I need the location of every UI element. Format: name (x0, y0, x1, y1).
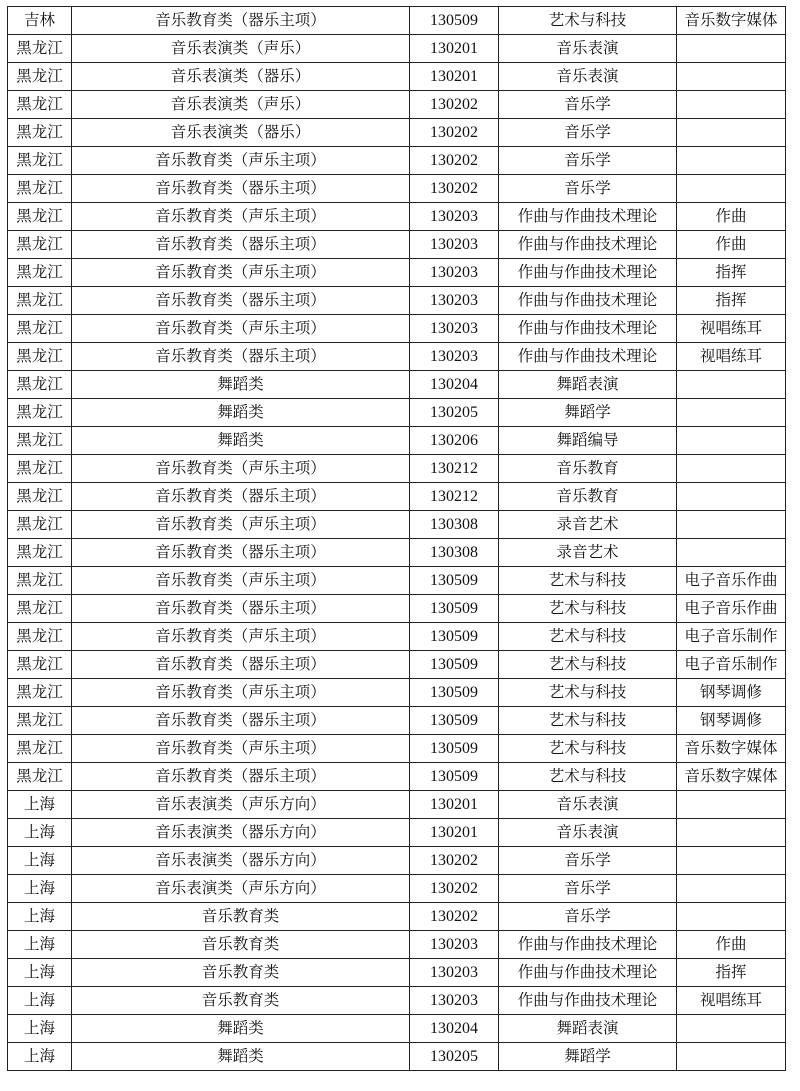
direction-cell (677, 1015, 786, 1043)
table-row (8, 539, 786, 567)
major-name-cell: 艺术与科技 (499, 735, 677, 763)
table-row (8, 371, 786, 399)
major-name-cell: 音乐学 (499, 119, 677, 147)
exam-category-cell: 舞蹈类 (72, 1043, 410, 1071)
exam-category-cell: 音乐教育类（器乐主项） (72, 7, 410, 35)
major-name-cell: 艺术与科技 (499, 707, 677, 735)
major-name-cell: 艺术与科技 (499, 567, 677, 595)
exam-category-cell: 音乐表演类（器乐） (72, 119, 410, 147)
province-cell: 黑龙江 (8, 679, 72, 707)
major-name-cell: 音乐学 (499, 91, 677, 119)
major-code-cell: 130203 (410, 959, 499, 987)
direction-cell (677, 483, 786, 511)
table-row (8, 63, 786, 91)
major-name-cell: 录音艺术 (499, 511, 677, 539)
direction-cell (677, 35, 786, 63)
direction-cell: 音乐数字媒体 (677, 7, 786, 35)
major-code-cell: 130204 (410, 1015, 499, 1043)
exam-category-cell: 音乐教育类（声乐主项） (72, 455, 410, 483)
major-code-cell: 130203 (410, 315, 499, 343)
exam-category-cell: 音乐教育类（声乐主项） (72, 259, 410, 287)
province-cell: 上海 (8, 987, 72, 1015)
direction-cell (677, 147, 786, 175)
direction-cell (677, 63, 786, 91)
major-name-cell: 作曲与作曲技术理论 (499, 287, 677, 315)
exam-category-cell: 音乐表演类（声乐） (72, 35, 410, 63)
province-cell: 黑龙江 (8, 147, 72, 175)
province-cell: 上海 (8, 903, 72, 931)
direction-cell: 作曲 (677, 931, 786, 959)
table-row (8, 259, 786, 287)
exam-category-cell: 舞蹈类 (72, 371, 410, 399)
exam-category-cell: 音乐教育类（声乐主项） (72, 623, 410, 651)
major-name-cell: 艺术与科技 (499, 595, 677, 623)
province-cell: 黑龙江 (8, 623, 72, 651)
table-row (8, 35, 786, 63)
exam-category-cell: 音乐表演类（声乐方向） (72, 875, 410, 903)
province-cell: 上海 (8, 791, 72, 819)
major-code-cell: 130509 (410, 735, 499, 763)
major-name-cell: 音乐表演 (499, 35, 677, 63)
major-name-cell: 艺术与科技 (499, 651, 677, 679)
table-row (8, 875, 786, 903)
direction-cell: 电子音乐作曲 (677, 595, 786, 623)
major-name-cell: 作曲与作曲技术理论 (499, 931, 677, 959)
table-row (8, 959, 786, 987)
exam-category-cell: 音乐教育类 (72, 931, 410, 959)
direction-cell (677, 399, 786, 427)
province-cell: 黑龙江 (8, 399, 72, 427)
table-row (8, 763, 786, 791)
province-cell: 黑龙江 (8, 63, 72, 91)
direction-cell (677, 371, 786, 399)
major-code-cell: 130201 (410, 63, 499, 91)
major-name-cell: 舞蹈表演 (499, 371, 677, 399)
province-cell: 上海 (8, 1043, 72, 1071)
province-cell: 黑龙江 (8, 203, 72, 231)
major-code-cell: 130509 (410, 763, 499, 791)
province-cell: 黑龙江 (8, 763, 72, 791)
direction-cell: 电子音乐制作 (677, 651, 786, 679)
major-name-cell: 音乐学 (499, 903, 677, 931)
province-cell: 黑龙江 (8, 455, 72, 483)
table-row (8, 931, 786, 959)
major-name-cell: 作曲与作曲技术理论 (499, 259, 677, 287)
major-code-cell: 130205 (410, 399, 499, 427)
exam-category-cell: 音乐教育类（器乐主项） (72, 231, 410, 259)
major-name-cell: 舞蹈表演 (499, 1015, 677, 1043)
major-code-cell: 130205 (410, 1043, 499, 1071)
major-name-cell: 音乐表演 (499, 819, 677, 847)
major-name-cell: 音乐学 (499, 175, 677, 203)
province-cell: 黑龙江 (8, 651, 72, 679)
direction-cell: 指挥 (677, 287, 786, 315)
table-row (8, 707, 786, 735)
major-name-cell: 作曲与作曲技术理论 (499, 959, 677, 987)
major-name-cell: 作曲与作曲技术理论 (499, 231, 677, 259)
table-row (8, 427, 786, 455)
province-cell: 黑龙江 (8, 119, 72, 147)
direction-cell: 视唱练耳 (677, 987, 786, 1015)
exam-category-cell: 音乐教育类（声乐主项） (72, 567, 410, 595)
exam-category-cell: 音乐教育类（器乐主项） (72, 343, 410, 371)
major-name-cell: 艺术与科技 (499, 7, 677, 35)
table-row (8, 1015, 786, 1043)
exam-category-cell: 舞蹈类 (72, 399, 410, 427)
direction-cell (677, 119, 786, 147)
table-row (8, 679, 786, 707)
major-code-cell: 130202 (410, 875, 499, 903)
major-code-cell: 130509 (410, 567, 499, 595)
direction-cell (677, 539, 786, 567)
direction-cell (677, 427, 786, 455)
major-code-cell: 130203 (410, 231, 499, 259)
exam-category-cell: 音乐表演类（声乐方向） (72, 791, 410, 819)
major-code-cell: 130308 (410, 511, 499, 539)
province-cell: 上海 (8, 847, 72, 875)
province-cell: 黑龙江 (8, 231, 72, 259)
province-cell: 黑龙江 (8, 175, 72, 203)
exam-category-cell: 音乐教育类（声乐主项） (72, 203, 410, 231)
major-code-cell: 130202 (410, 91, 499, 119)
major-code-cell: 130509 (410, 595, 499, 623)
province-cell: 黑龙江 (8, 567, 72, 595)
exam-category-cell: 音乐教育类（器乐主项） (72, 539, 410, 567)
table-row (8, 343, 786, 371)
direction-cell: 视唱练耳 (677, 343, 786, 371)
province-cell: 黑龙江 (8, 371, 72, 399)
province-cell: 黑龙江 (8, 315, 72, 343)
major-code-cell: 130204 (410, 371, 499, 399)
exam-category-cell: 音乐教育类（声乐主项） (72, 511, 410, 539)
major-name-cell: 艺术与科技 (499, 623, 677, 651)
table-row (8, 203, 786, 231)
major-code-cell: 130509 (410, 707, 499, 735)
exam-category-cell: 音乐教育类（器乐主项） (72, 483, 410, 511)
province-cell: 黑龙江 (8, 735, 72, 763)
table-row (8, 175, 786, 203)
province-cell: 黑龙江 (8, 427, 72, 455)
major-name-cell: 舞蹈学 (499, 1043, 677, 1071)
exam-category-cell: 音乐教育类（声乐主项） (72, 735, 410, 763)
major-code-cell: 130202 (410, 175, 499, 203)
major-code-cell: 130509 (410, 651, 499, 679)
major-code-cell: 130203 (410, 259, 499, 287)
major-code-cell: 130203 (410, 203, 499, 231)
major-code-cell: 130308 (410, 539, 499, 567)
direction-cell (677, 903, 786, 931)
province-cell: 黑龙江 (8, 595, 72, 623)
major-code-cell: 130212 (410, 483, 499, 511)
province-cell: 黑龙江 (8, 259, 72, 287)
direction-cell: 电子音乐作曲 (677, 567, 786, 595)
direction-cell (677, 875, 786, 903)
province-cell: 吉林 (8, 7, 72, 35)
direction-cell (677, 175, 786, 203)
exam-category-cell: 音乐教育类（器乐主项） (72, 175, 410, 203)
table-row (8, 511, 786, 539)
province-cell: 黑龙江 (8, 91, 72, 119)
province-cell: 黑龙江 (8, 539, 72, 567)
province-cell: 黑龙江 (8, 707, 72, 735)
exam-category-cell: 音乐教育类（声乐主项） (72, 679, 410, 707)
major-code-cell: 130201 (410, 35, 499, 63)
table-row (8, 231, 786, 259)
major-name-cell: 音乐表演 (499, 791, 677, 819)
exam-category-cell: 音乐教育类（器乐主项） (72, 595, 410, 623)
exam-category-cell: 舞蹈类 (72, 427, 410, 455)
exam-category-cell: 音乐教育类（器乐主项） (72, 763, 410, 791)
direction-cell: 指挥 (677, 259, 786, 287)
major-code-cell: 130212 (410, 455, 499, 483)
province-cell: 上海 (8, 819, 72, 847)
major-name-cell: 音乐表演 (499, 63, 677, 91)
exam-category-cell: 音乐表演类（器乐方向） (72, 819, 410, 847)
major-name-cell: 音乐学 (499, 147, 677, 175)
direction-cell: 音乐数字媒体 (677, 763, 786, 791)
major-name-cell: 作曲与作曲技术理论 (499, 343, 677, 371)
direction-cell: 作曲 (677, 231, 786, 259)
exam-category-cell: 音乐教育类 (72, 959, 410, 987)
table-row (8, 91, 786, 119)
table-row (8, 119, 786, 147)
exam-category-cell: 音乐表演类（声乐） (72, 91, 410, 119)
major-name-cell: 音乐教育 (499, 483, 677, 511)
major-name-cell: 舞蹈学 (499, 399, 677, 427)
direction-cell: 作曲 (677, 203, 786, 231)
province-cell: 黑龙江 (8, 287, 72, 315)
exam-category-cell: 音乐教育类（声乐主项） (72, 147, 410, 175)
table-row (8, 567, 786, 595)
province-cell: 上海 (8, 875, 72, 903)
direction-cell: 电子音乐制作 (677, 623, 786, 651)
exam-category-cell: 音乐教育类（器乐主项） (72, 287, 410, 315)
major-code-cell: 130201 (410, 791, 499, 819)
direction-cell (677, 819, 786, 847)
major-name-cell: 舞蹈编导 (499, 427, 677, 455)
direction-cell (677, 847, 786, 875)
major-name-cell: 艺术与科技 (499, 763, 677, 791)
table-row (8, 903, 786, 931)
major-name-cell: 作曲与作曲技术理论 (499, 203, 677, 231)
exam-category-cell: 音乐教育类（器乐主项） (72, 651, 410, 679)
major-code-cell: 130202 (410, 119, 499, 147)
major-name-cell: 艺术与科技 (499, 679, 677, 707)
direction-cell: 钢琴调修 (677, 679, 786, 707)
major-name-cell: 录音艺术 (499, 539, 677, 567)
major-code-cell: 130201 (410, 819, 499, 847)
table-row (8, 315, 786, 343)
direction-cell (677, 511, 786, 539)
major-code-cell: 130509 (410, 679, 499, 707)
direction-cell: 钢琴调修 (677, 707, 786, 735)
direction-cell (677, 91, 786, 119)
table-row (8, 399, 786, 427)
exam-category-cell: 音乐教育类 (72, 903, 410, 931)
table-row (8, 483, 786, 511)
major-code-cell: 130203 (410, 931, 499, 959)
major-name-cell: 作曲与作曲技术理论 (499, 315, 677, 343)
admission-table (7, 6, 786, 1071)
major-code-cell: 130203 (410, 343, 499, 371)
exam-category-cell: 音乐表演类（器乐） (72, 63, 410, 91)
table-body (8, 7, 786, 1071)
table-row (8, 735, 786, 763)
major-name-cell: 音乐教育 (499, 455, 677, 483)
major-code-cell: 130202 (410, 903, 499, 931)
major-name-cell: 音乐学 (499, 875, 677, 903)
table-row (8, 287, 786, 315)
province-cell: 黑龙江 (8, 511, 72, 539)
direction-cell (677, 455, 786, 483)
table-row (8, 651, 786, 679)
direction-cell (677, 791, 786, 819)
major-code-cell: 130202 (410, 147, 499, 175)
province-cell: 上海 (8, 959, 72, 987)
direction-cell (677, 1043, 786, 1071)
table-row (8, 987, 786, 1015)
province-cell: 黑龙江 (8, 343, 72, 371)
table-row (8, 847, 786, 875)
table-row (8, 7, 786, 35)
major-code-cell: 130206 (410, 427, 499, 455)
table-row (8, 623, 786, 651)
province-cell: 黑龙江 (8, 483, 72, 511)
province-cell: 上海 (8, 1015, 72, 1043)
table-row (8, 147, 786, 175)
exam-category-cell: 音乐教育类 (72, 987, 410, 1015)
exam-category-cell: 舞蹈类 (72, 1015, 410, 1043)
table-row (8, 1043, 786, 1071)
table-row (8, 595, 786, 623)
major-code-cell: 130509 (410, 7, 499, 35)
direction-cell: 音乐数字媒体 (677, 735, 786, 763)
major-code-cell: 130509 (410, 623, 499, 651)
major-code-cell: 130203 (410, 987, 499, 1015)
province-cell: 上海 (8, 931, 72, 959)
table-row (8, 455, 786, 483)
major-name-cell: 作曲与作曲技术理论 (499, 987, 677, 1015)
table-row (8, 791, 786, 819)
major-code-cell: 130202 (410, 847, 499, 875)
exam-category-cell: 音乐表演类（器乐方向） (72, 847, 410, 875)
direction-cell: 视唱练耳 (677, 315, 786, 343)
exam-category-cell: 音乐教育类（声乐主项） (72, 315, 410, 343)
exam-category-cell: 音乐教育类（器乐主项） (72, 707, 410, 735)
major-name-cell: 音乐学 (499, 847, 677, 875)
major-code-cell: 130203 (410, 287, 499, 315)
province-cell: 黑龙江 (8, 35, 72, 63)
direction-cell: 指挥 (677, 959, 786, 987)
table-row (8, 819, 786, 847)
